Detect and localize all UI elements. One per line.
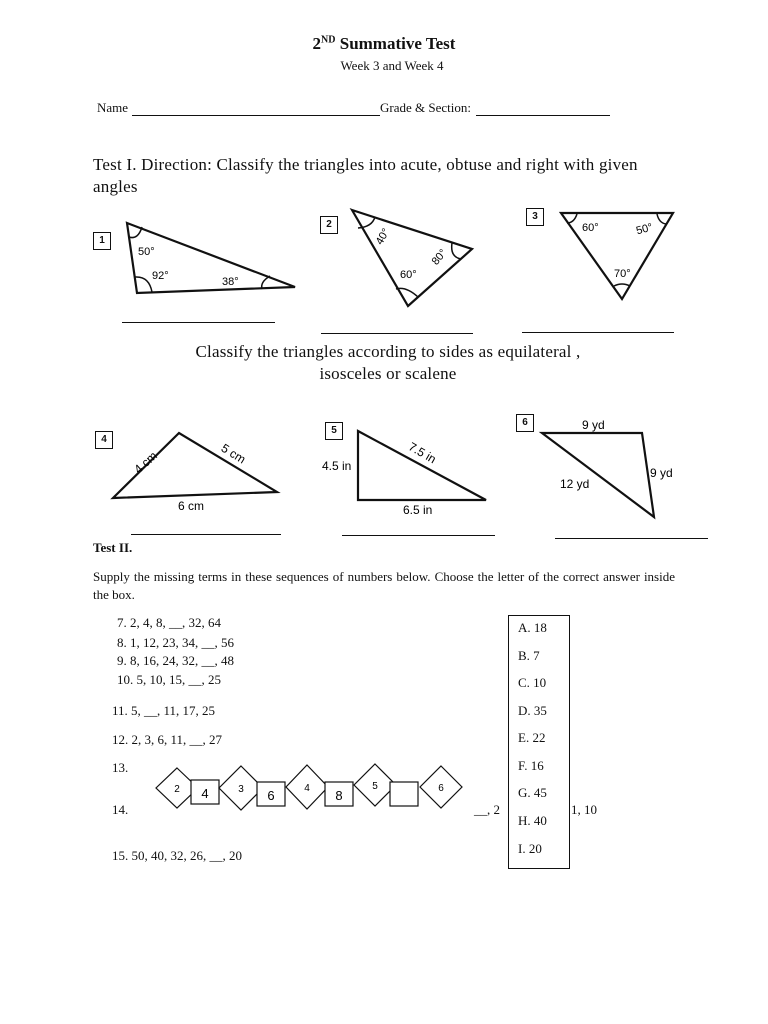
svg-text:4: 4 <box>304 783 310 794</box>
answer-line-4 <box>131 533 281 535</box>
sequence-item-11: 11. 5, __, 11, 17, 25 <box>112 703 216 718</box>
svg-text:2: 2 <box>174 784 180 795</box>
side-label: 12 yd <box>560 477 590 491</box>
test2-title: Test II. <box>93 540 133 555</box>
choice-e: E. 22 <box>518 730 546 745</box>
pattern-square <box>257 782 285 806</box>
triangle-3-number: 3 <box>526 208 544 226</box>
answer-line-1 <box>122 321 275 323</box>
choice-c: C. 10 <box>518 675 547 690</box>
sequence-item-14-tail-right: 1, 10 <box>571 802 597 817</box>
choice-f: F. 16 <box>518 758 544 773</box>
svg-text:5: 5 <box>372 781 378 792</box>
svg-text:6: 6 <box>267 788 275 803</box>
triangle-1-number: 1 <box>93 232 111 250</box>
test1-sides-direction <box>93 341 683 385</box>
sequence-item-13: 13. <box>112 760 129 775</box>
angle-label: 60° <box>582 222 599 234</box>
name-label: Name <box>97 100 129 115</box>
triangle-5-number: 5 <box>325 422 343 440</box>
test-title: 2ND Summative Test <box>312 34 456 53</box>
test2-instructions: Supply the missing terms in these sequences of numbers below. Choose the letter of the correct answer inside the box. <box>93 569 675 602</box>
sides-direction-line-2: isosceles or scalene <box>319 364 457 383</box>
sequence-item-15: 15. 50, 40, 32, 26, __, 20 <box>112 848 242 863</box>
side-label: 9 yd <box>650 466 673 480</box>
triangle-1-figure <box>110 210 310 305</box>
svg-text:4: 4 <box>201 786 209 801</box>
test-subtitle: Week 3 and Week 4 <box>340 58 444 73</box>
sequence-item-9: 9. 8, 16, 24, 32, __, 48 <box>117 653 234 668</box>
side-label: 6 cm <box>178 499 205 513</box>
angle-label: 70° <box>614 268 631 280</box>
pattern-diamond <box>420 766 462 808</box>
grade-section-blank <box>476 103 610 116</box>
side-label: 4 cm <box>131 448 160 477</box>
angle-label: 80° <box>429 247 450 268</box>
answer-line-2 <box>321 332 473 334</box>
angle-label: 38° <box>222 276 239 288</box>
choice-g: G. 45 <box>518 785 547 800</box>
triangle-2-figure <box>338 202 478 314</box>
choice-d: D. 35 <box>518 703 547 718</box>
answer-choices-box <box>508 615 570 869</box>
triangle-4-figure <box>108 425 288 520</box>
sequence-item-8: 8. 1, 12, 23, 34, __, 56 <box>117 635 234 650</box>
answer-line-5 <box>342 534 495 536</box>
test1-direction: Test I. Direction: Classify the triangles into acute, obtuse and right with given angles <box>93 155 638 196</box>
side-label: 4.5 in <box>322 459 352 473</box>
choice-i: I. 20 <box>518 841 542 856</box>
answer-line-3 <box>522 331 674 333</box>
angle-label: 40° <box>373 226 393 247</box>
pattern-square <box>191 780 219 804</box>
sequence-item-14-tail-left: __, 2 <box>474 802 500 817</box>
triangle-5-figure <box>318 425 493 520</box>
sequence-item-10: 10. 5, 10, 15, __, 25 <box>117 672 221 687</box>
name-blank <box>132 103 380 116</box>
angle-label: 50° <box>634 221 655 238</box>
side-label: 9 yd <box>582 418 605 432</box>
angle-label: 60° <box>400 269 417 281</box>
angle-label: 92° <box>152 270 169 282</box>
pattern-diamond <box>219 766 263 810</box>
side-label: 7.5 in <box>406 439 439 467</box>
pattern-square <box>325 782 353 806</box>
answer-line-6 <box>555 537 708 539</box>
triangle-6-figure <box>530 410 685 522</box>
choice-a: A. 18 <box>518 620 547 635</box>
side-label: 5 cm <box>218 440 249 467</box>
diamond-square-pattern <box>150 762 465 812</box>
triangle-3-figure <box>552 205 682 303</box>
choice-h: H. 40 <box>518 813 547 828</box>
sequence-item-7: 7. 2, 4, 8, __, 32, 64 <box>117 615 221 630</box>
svg-text:8: 8 <box>335 788 343 803</box>
triangle-2-number: 2 <box>320 216 338 234</box>
sequence-item-12: 12. 2, 3, 6, 11, __, 27 <box>112 732 223 747</box>
pattern-diamond <box>286 765 328 809</box>
svg-text:6: 6 <box>438 783 444 794</box>
name-grade-row <box>97 100 610 116</box>
grade-section-label: Grade & Section: <box>380 100 472 115</box>
side-label: 6.5 in <box>403 503 433 517</box>
triangle-6-number: 6 <box>516 414 534 432</box>
svg-text:3: 3 <box>238 784 244 795</box>
sides-direction-line-1: Classify the triangles according to sides as equilateral , <box>195 342 581 361</box>
choice-b: B. 7 <box>518 648 540 663</box>
angle-label: 50° <box>138 246 155 258</box>
triangle-4-number: 4 <box>95 431 113 449</box>
sequence-item-14: 14. <box>112 802 129 817</box>
pattern-square <box>390 782 418 806</box>
